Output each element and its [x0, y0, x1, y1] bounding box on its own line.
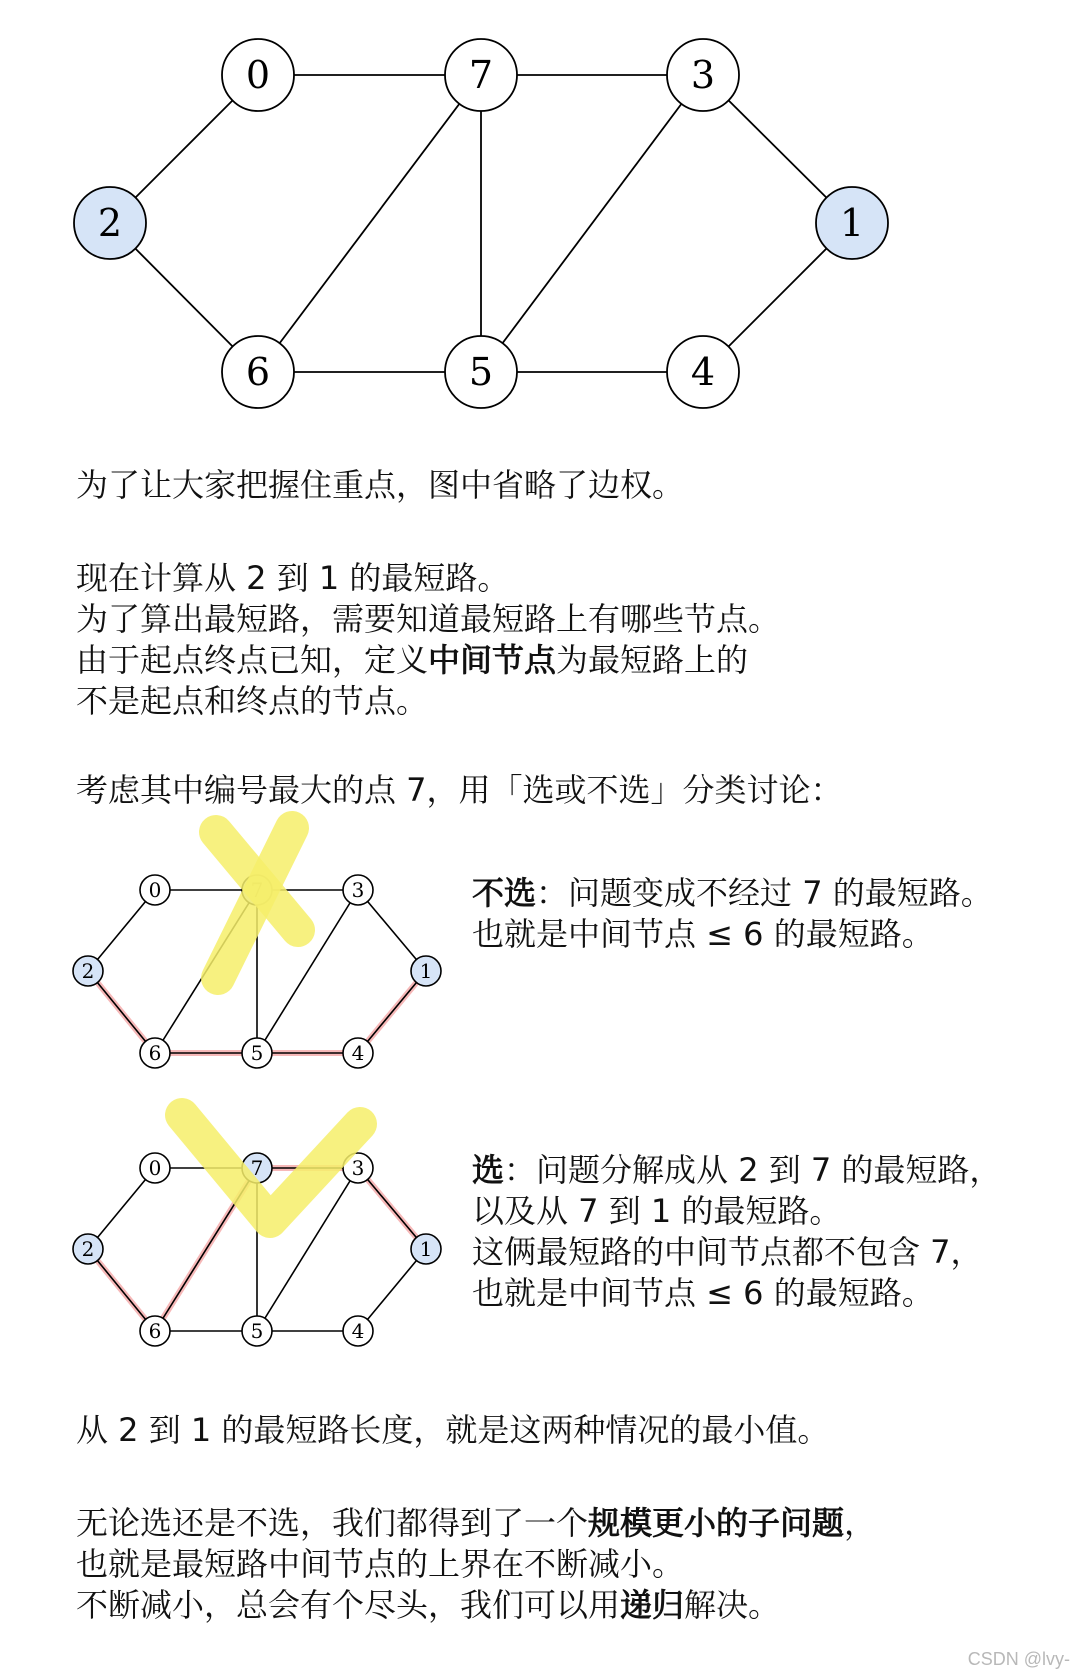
case-select-text — [472, 1150, 1001, 1314]
paragraph-recursion — [76, 1503, 876, 1626]
node-label: 2 — [97, 201, 123, 245]
text-span: 为最短路上的 — [556, 641, 749, 679]
paragraph-problem — [76, 558, 780, 722]
node-label: 5 — [250, 1041, 264, 1065]
node-label: 2 — [81, 959, 95, 983]
node-label: 0 — [148, 878, 162, 902]
text-line — [76, 640, 780, 681]
text-line — [76, 1503, 876, 1544]
text-line: 也就是中间节点 ≤ 6 的最短路。 — [472, 915, 934, 953]
graph-select — [73, 1115, 441, 1346]
text-span: ：问题分解成从 2 到 7 的最短路， — [504, 1151, 1002, 1189]
node-label: 3 — [351, 1156, 365, 1180]
node-label: 4 — [351, 1319, 365, 1343]
graph-edge — [88, 1249, 155, 1331]
text-span: 由于起点终点已知，定义 — [76, 641, 429, 679]
watermark: CSDN @lvy- — [967, 1649, 1070, 1669]
node-label: 5 — [468, 350, 494, 394]
node-label: 7 — [468, 53, 494, 97]
text-line: 为了算出最短路，需要知道最短路上有哪些节点。 — [76, 600, 781, 638]
bold-term: 规模更小的子问题 — [588, 1504, 845, 1542]
top-graph — [74, 39, 888, 408]
text-line — [472, 873, 993, 914]
graph-edge — [88, 971, 155, 1053]
node-label: 0 — [245, 53, 271, 97]
graph-edge — [358, 1168, 426, 1249]
text-span: ：问题变成不经过 7 的最短路。 — [536, 874, 993, 912]
node-label: 1 — [839, 201, 865, 245]
text-line: 也就是最短路中间节点的上界在不断减小。 — [76, 1545, 685, 1583]
node-label: 4 — [351, 1041, 365, 1065]
text-span: 无论选还是不选，我们都得到了一个 — [76, 1504, 589, 1542]
text-line: 不是起点和终点的节点。 — [76, 682, 429, 720]
case-not-select-text — [472, 873, 993, 955]
paragraph-conclusion: 从 2 到 1 的最短路长度，就是这两种情况的最小值。 — [76, 1411, 830, 1449]
text-span: 解决。 — [684, 1586, 781, 1624]
node-label: 4 — [690, 350, 716, 394]
graph-edge — [358, 890, 426, 971]
text-line: 这俩最短路的中间节点都不包含 7， — [472, 1233, 983, 1271]
node-label: 0 — [148, 1156, 162, 1180]
node-label: 6 — [148, 1319, 162, 1343]
text-line: 现在计算从 2 到 1 的最短路。 — [76, 559, 510, 597]
text-line — [472, 1150, 1001, 1191]
text-line: 以及从 7 到 1 的最短路。 — [472, 1192, 842, 1230]
case-label: 不选 — [472, 874, 537, 912]
node-label: 7 — [250, 1156, 264, 1180]
graph-edge — [258, 75, 481, 372]
text-span: 不断减小，总会有个尽头，我们可以用 — [76, 1586, 621, 1624]
node-label: 3 — [351, 878, 365, 902]
text-line — [76, 1585, 876, 1626]
text-line: 也就是中间节点 ≤ 6 的最短路。 — [472, 1274, 934, 1312]
bold-term: 中间节点 — [428, 641, 557, 679]
case-label: 选 — [472, 1151, 505, 1189]
graph-edge — [358, 1249, 426, 1331]
node-label: 6 — [148, 1041, 162, 1065]
graph-edge — [358, 971, 426, 1053]
paragraph-edge-weight-note: 为了让大家把握住重点，图中省略了边权。 — [76, 466, 685, 504]
node-label: 7 — [250, 878, 264, 902]
graph-not-select — [73, 828, 441, 1068]
graph-edge — [481, 75, 703, 372]
node-label: 1 — [419, 959, 433, 983]
text-span: ， — [844, 1504, 877, 1542]
node-label: 5 — [250, 1319, 264, 1343]
node-label: 3 — [690, 53, 716, 97]
bold-term: 递归 — [620, 1586, 685, 1624]
node-label: 2 — [81, 1237, 95, 1261]
node-label: 6 — [245, 350, 271, 394]
node-label: 1 — [419, 1237, 433, 1261]
paragraph-case-intro: 考虑其中编号最大的点 7，用「选或不选」分类讨论： — [76, 771, 843, 809]
